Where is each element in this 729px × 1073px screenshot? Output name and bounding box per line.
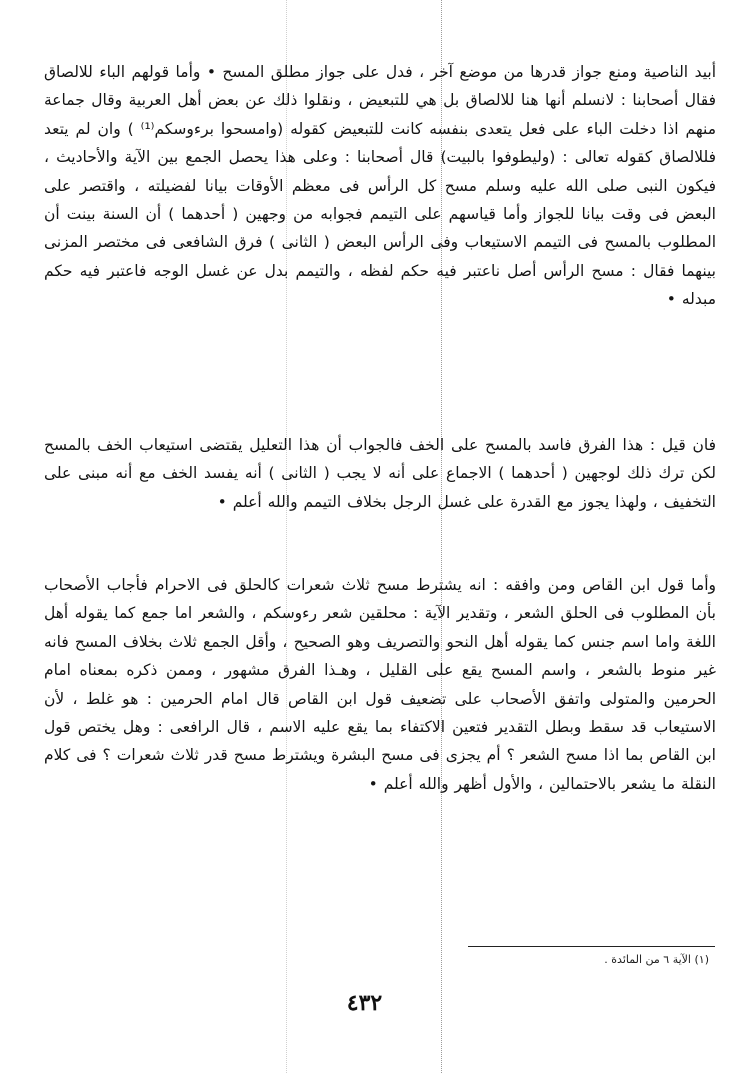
footnote-separator (468, 946, 715, 947)
body-paragraph: فان قيل : هذا الفرق فاسد بالمسح على الخف فالجواب أن هذا التعليل يقتضى استيعاب الخف بالمسح لكن ترك ذلك لوجهين ( أحدهما ) الاجماع على أنه لا يجب ( الثانى ) أنه يفسد الخف مع أنه مبنى على التخفيف ، ولهذا يجوز مع القدرة على غسل الرجل بخلاف التيمم والله أعلم • (44, 436, 716, 511)
body-paragraph: أبيد الناصية ومنع جواز قدرها من موضع آخر ، فدل على جواز مطلق المسح • وأما قولهم الباء للالصاق فقال أصحابنا : لانسلم أنها هنا للالصاق بل هي للتبعيض ، ونقلوا ذلك عن بعض أهل العربية وقال جماعة منهم اذا دخلت الباء على فعل يتعدى بنفسه كانت للتبعيض كقوله (وامسحوا برءوسكم⁽¹⁾ ) وان لم يتعد فللالصاق كقوله تعالى : (وليطوفوا بالبيت) قال أصحابنا : وعلى هذا يحصل الجمع بين الآية والأحاديث ، فيكون النبى صلى الله عليه وسلم مسح كل الرأس فى معظم الأوقات بيانا لفضيلته ، واقتصر على البعض فى وقت بيانا للجواز وأما قياسهم على التيمم فجوابه من وجهين ( أحدهما ) أن السنة بينت أن المطلوب بالمسح فى التيمم الاستيعاب وفى الرأس البعض ( الثانى ) فرق الشافعى فى مختصر المزنى بينهما فقال : مسح الرأس أصل ناعتبر فيه حكم لفظه ، والتيمم بدل عن غسل الوجه فاعتبر فيه حكم مبدله • (44, 63, 716, 309)
footnote: (١) الآية ٦ من المائدة . (604, 953, 709, 966)
page-number: ٤٣٢ (346, 990, 383, 1016)
body-paragraph: وأما قول ابن القاص ومن وافقه : انه يشترط مسح ثلاث شعرات كالحلق فى الاحرام فأجاب الأصحاب بأن المطلوب فى الحلق الشعر ، وتقدير الآية : محلقين شعر رءوسكم ، والشعر اما جمع كما يقوله أهل اللغة واما اسم جنس كما يقوله أهل النحو والتصريف وهو الصحيح ، وأقل الجمع ثلاث بخلاف المسح فانه غير منوط بالشعر ، واسم المسح يقع على القليل ، وهـذا الفرق مشهور ، وممن ذكره بمعناه امام الحرمين والمتولى واتفق الأصحاب على تضعيف قول ابن القاص قال امام الحرمين : هو غلط ، لأن الاستيعاب قد سقط وبطل التقدير فتعين الاكتفاء بما يقع عليه الاسم ، قال الرافعى : وهل يختص قول ابن القاص بما اذا مسح الشعر ؟ أم يجزى فى مسح البشرة ويشترط مسح قدر ثلاث شعرات ؟ فى كلام النقلة ما يشعر بالاحتمالين ، والأول أظهر والله أعلم • (44, 576, 716, 793)
